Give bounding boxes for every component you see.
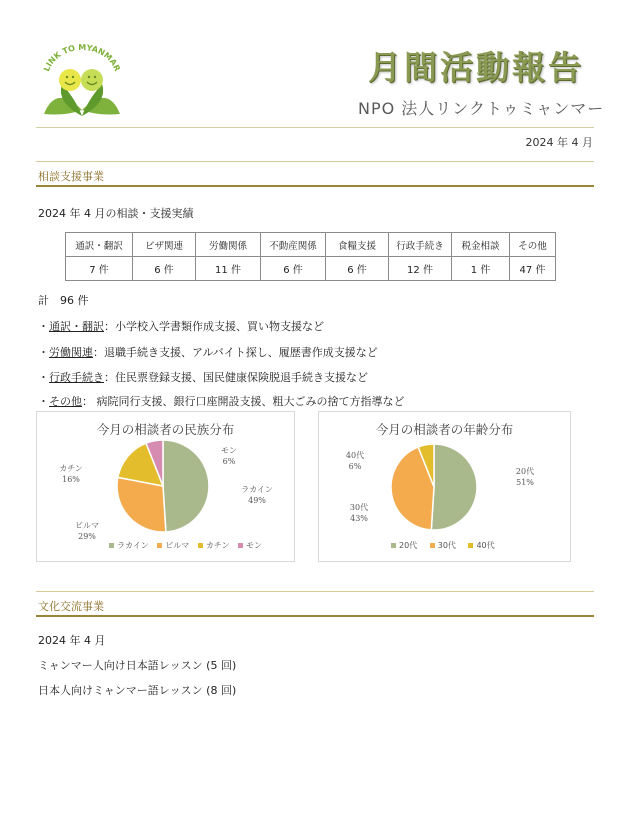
legend-entry: ビルマ (165, 541, 190, 550)
bullet-label: 通訳・翻訳 (49, 320, 104, 333)
bullet-text: ： 病院同行支援、銀行口座開設支援、粗大ごみの捨て方指導など (82, 395, 405, 408)
table-cell: 7 件 (66, 257, 133, 281)
bullet-text: ：住民票登録支援、国民健康保険脱退手続き支援など (104, 371, 368, 384)
list-item: 日本人向けミャンマー語レッスン (8 回) (38, 684, 237, 697)
section-divider-bottom (36, 615, 594, 617)
pie-slice-20代 (431, 444, 477, 530)
section-divider-bottom (36, 185, 594, 187)
bullet-text: ：小学校入学書類作成支援、買い物支援など (104, 320, 324, 333)
consult-stats-table (65, 232, 556, 281)
list-item (38, 393, 405, 409)
slice-label: モン 6% (221, 446, 237, 466)
slice-value: 29% (78, 532, 96, 541)
table-cell: 12 件 (389, 257, 452, 281)
legend-entry: 20代 (399, 541, 418, 550)
section-divider-top (36, 161, 594, 162)
chart-title: 今月の相談者の民族分布 (96, 422, 235, 437)
consult-intro: 2024 年 4 月の相談・支援実績 (38, 207, 194, 220)
chart-title: 今月の相談者の年齢分布 (375, 422, 514, 437)
bullet-text: ：退職手続き支援、アルバイト探し、履歴書作成支援など (93, 346, 378, 359)
table-header-cell: 行政手続き (389, 233, 452, 257)
header-divider (36, 127, 594, 128)
svg-text:LINK TO MYANMAR (42, 44, 122, 73)
consult-total: 計 96 件 (38, 294, 89, 307)
chart-legend (391, 540, 495, 551)
slice-value: 6% (348, 462, 362, 471)
page-title: 月間活動報告 (368, 48, 584, 87)
table-cell: 11 件 (196, 257, 261, 281)
bullet-prefix: ・ (38, 346, 49, 359)
bullet-label: 労働関連 (49, 346, 93, 359)
bullet-label: その他 (49, 395, 82, 408)
pie-slice-ラカイン (163, 440, 209, 532)
table-row (66, 257, 556, 281)
list-item (38, 318, 324, 334)
organization-logo (36, 44, 128, 120)
legend-entry: ラカイン (117, 541, 149, 550)
list-item (38, 344, 378, 360)
ethnicity-pie-chart (36, 411, 295, 562)
table-cell: 6 件 (326, 257, 389, 281)
legend-entry: 30代 (437, 541, 456, 550)
table-cell: 6 件 (261, 257, 326, 281)
table-cell: 1 件 (452, 257, 510, 281)
slice-value: 51% (516, 478, 534, 487)
slice-label: 40代 6% (345, 451, 365, 471)
legend-entry: カチン (205, 541, 230, 550)
section-divider-top (36, 591, 594, 592)
table-header-cell: 通訳・翻訳 (66, 233, 133, 257)
culture-date: 2024 年 4 月 (38, 634, 106, 647)
table-header-cell: 食糧支援 (326, 233, 389, 257)
bullet-prefix: ・ (38, 320, 49, 333)
table-header-cell: 不動産関係 (261, 233, 326, 257)
organization-name: NPO 法人リンクトゥミャンマー (358, 99, 605, 118)
list-item (38, 369, 368, 385)
report-date: 2024 年 4 月 (525, 136, 593, 149)
chart-legend (109, 540, 262, 551)
slice-value: 16% (62, 475, 80, 484)
slice-value: 43% (350, 514, 368, 523)
slice-label: 30代 43% (349, 503, 369, 523)
list-item: ミャンマー人向け日本語レッスン (5 回) (38, 659, 237, 672)
bullet-prefix: ・ (38, 371, 49, 384)
table-cell: 6 件 (133, 257, 196, 281)
slice-label: 20代 51% (515, 467, 535, 487)
table-header-cell: その他 (510, 233, 556, 257)
table-cell: 47 件 (510, 257, 556, 281)
bullet-prefix: ・ (38, 395, 49, 408)
bullet-label: 行政手続き (49, 371, 104, 384)
slice-label: ラカイン 49% (241, 485, 273, 505)
slice-label: ビルマ 29% (75, 521, 99, 541)
section-title-consult: 相談支援事業 (38, 170, 104, 183)
logo-text: LINK TO MYANMAR (42, 44, 122, 73)
slice-label: カチン 16% (59, 464, 83, 484)
slice-value: 49% (248, 496, 266, 505)
table-header-row (66, 233, 556, 257)
age-pie-chart (318, 411, 571, 562)
legend-entry: モン (246, 541, 263, 550)
table-header-cell: 労働関係 (196, 233, 261, 257)
section-title-culture: 文化交流事業 (38, 600, 104, 613)
slice-value: 6% (222, 457, 236, 466)
table-header-cell: 税金相談 (452, 233, 510, 257)
table-header-cell: ビザ関連 (133, 233, 196, 257)
legend-entry: 40代 (476, 541, 495, 550)
